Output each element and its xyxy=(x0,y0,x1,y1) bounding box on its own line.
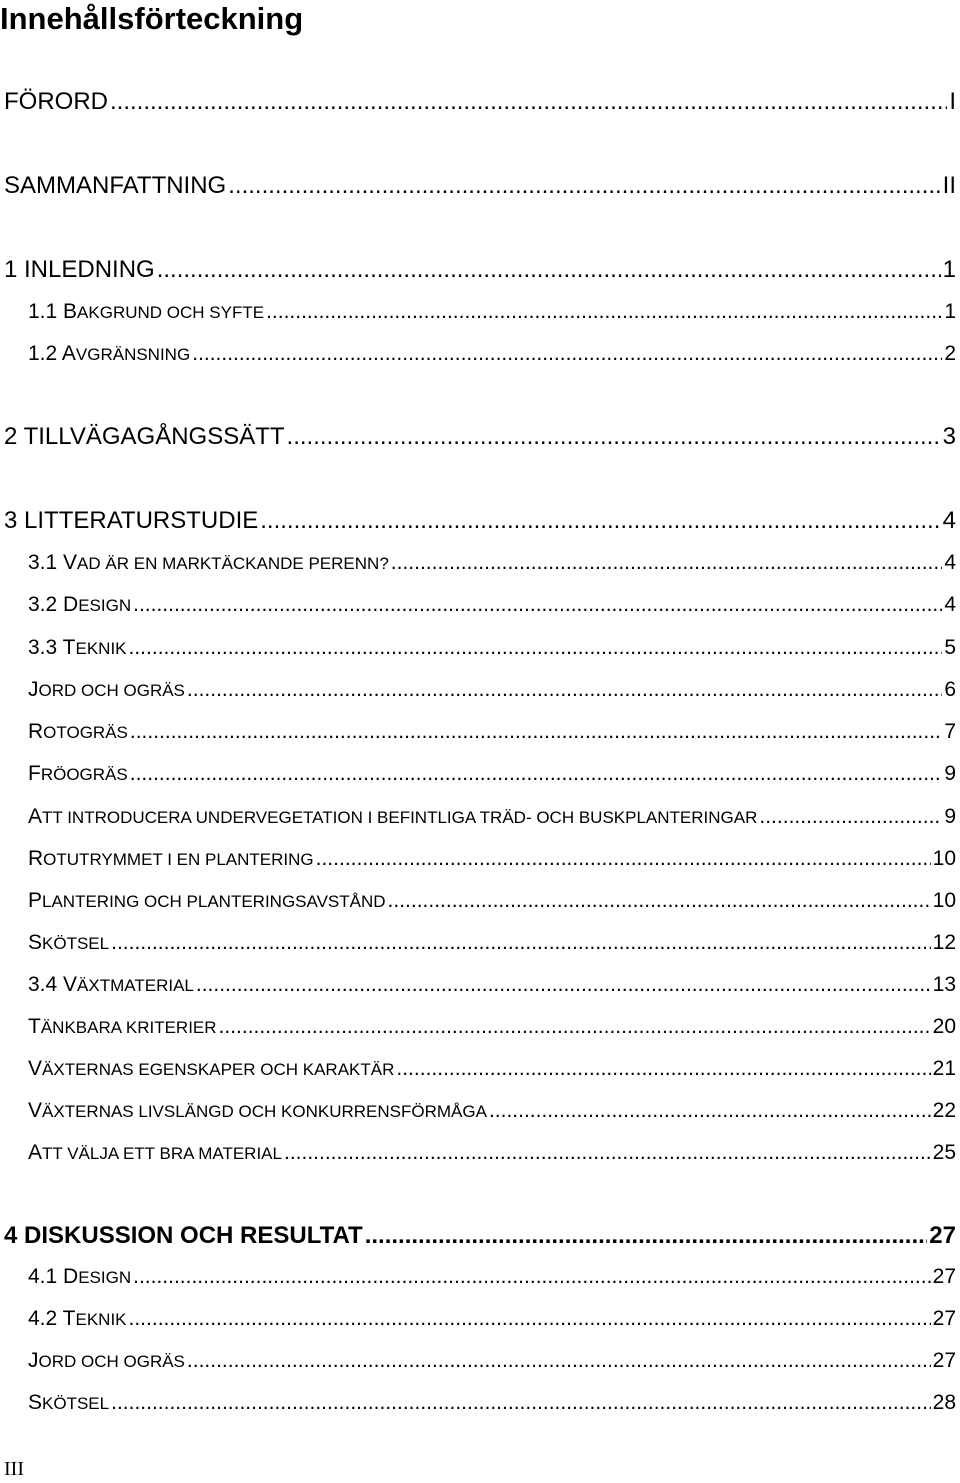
toc-dot-leader xyxy=(133,593,942,617)
toc-entry[interactable] xyxy=(4,172,956,202)
toc-entry-title-initial: R xyxy=(28,720,44,743)
toc-dot-leader xyxy=(157,256,941,284)
toc-entry[interactable] xyxy=(28,636,956,662)
toc-entry-title-rest: RÖOGRÄS xyxy=(40,765,128,784)
toc-entry-title xyxy=(28,847,314,871)
toc-entry-title-initial: J xyxy=(28,678,39,701)
toc-dot-leader xyxy=(266,300,942,324)
toc-entry-title xyxy=(28,342,190,366)
toc-entry-title-rest: ÄXTERNAS LIVSLÄNGD OCH KONKURRENSFÖRMÅGA xyxy=(42,1102,487,1121)
toc-dot-leader xyxy=(110,88,947,116)
toc-dot-leader xyxy=(111,931,931,955)
toc-entry-title-rest: AD ÄR EN MARKTÄCKANDE PERENN? xyxy=(77,554,389,573)
toc-entry-title-initial: SAMMANFATTNING xyxy=(4,172,227,199)
toc-entry-title-initial: A xyxy=(28,805,43,828)
toc-entry-title xyxy=(28,1141,282,1165)
toc-entry[interactable] xyxy=(28,593,956,619)
toc-dot-leader xyxy=(284,1141,931,1165)
toc-entry-title-initial: R xyxy=(28,847,44,870)
toc-entry-title xyxy=(4,1222,363,1250)
toc-entry-title xyxy=(28,678,185,702)
toc-entry[interactable] xyxy=(28,889,956,915)
toc-entry[interactable] xyxy=(28,973,956,999)
page-title: Innehållsförteckning xyxy=(0,1,304,36)
toc-entry-title xyxy=(4,172,226,200)
toc-dot-leader xyxy=(388,889,931,913)
toc-entry-page-number: 1 xyxy=(942,256,956,283)
toc-entry-title xyxy=(28,1099,487,1123)
toc-entry-title-initial: F xyxy=(28,762,41,785)
toc-entry-title xyxy=(4,88,108,116)
toc-entry-title-initial: V xyxy=(28,1099,43,1122)
toc-entry-title-initial: J xyxy=(28,1349,39,1372)
toc-entry[interactable] xyxy=(4,88,956,118)
toc-entry-title-initial: T xyxy=(62,636,76,659)
toc-entry-title-rest: ÄXTMATERIAL xyxy=(77,976,194,995)
toc-dot-leader xyxy=(129,636,943,660)
toc-entry-title-rest: ESIGN xyxy=(78,1268,132,1287)
toc-entry-page-number: II xyxy=(942,172,956,199)
toc-entry-page-number: 13 xyxy=(932,973,956,996)
toc-entry-title xyxy=(28,762,128,786)
toc-entry-title-initial: A xyxy=(28,1141,43,1164)
toc-entry-title-rest: EKNIK xyxy=(75,1310,127,1329)
toc-entry-page-number: 10 xyxy=(932,889,956,912)
toc-entry-title-initial: TILLVÄGAGÅNGSSÄTT xyxy=(23,423,285,450)
toc-dot-leader xyxy=(196,973,931,997)
toc-entry-number: 1.2 xyxy=(28,342,62,365)
toc-entry-page-number: 22 xyxy=(932,1099,956,1122)
toc-entry-title-initial: LITTERATURSTUDIE xyxy=(24,507,259,534)
toc-entry-title-initial: V xyxy=(28,1057,43,1080)
toc-entry[interactable] xyxy=(4,423,956,453)
toc-dot-leader xyxy=(133,1265,931,1289)
toc-entry[interactable] xyxy=(28,720,956,746)
toc-entry-title xyxy=(28,889,386,913)
toc-dot-leader xyxy=(130,762,943,786)
toc-entry-page-number: 21 xyxy=(932,1057,956,1080)
toc-entry-page-number: 20 xyxy=(932,1015,956,1038)
toc-entry[interactable] xyxy=(28,847,956,873)
toc-entry-page-number: 3 xyxy=(942,423,956,450)
toc-entry-title-rest: TT INTRODUCERA UNDERVEGETATION I BEFINTLIGA TRÄD- OCH BUSKPLANTERINGAR xyxy=(42,808,758,827)
toc-entry[interactable] xyxy=(28,1349,956,1375)
toc-entry-title-initial: V xyxy=(63,551,78,574)
toc-entry-title xyxy=(4,507,258,535)
toc-entry-title xyxy=(28,1015,217,1039)
toc-entry-page-number: 27 xyxy=(932,1307,956,1330)
toc-entry-title xyxy=(28,1391,109,1415)
toc-entry-title-initial: A xyxy=(61,342,76,365)
toc-entry-number: 3.1 xyxy=(28,551,64,574)
toc-dot-leader xyxy=(260,507,940,535)
toc-entry-title xyxy=(28,636,127,660)
toc-entry-title xyxy=(28,805,757,829)
toc-entry-title-rest: ESIGN xyxy=(78,596,132,615)
toc-entry-number: 1 xyxy=(4,256,25,283)
toc-entry-title xyxy=(28,931,109,955)
toc-entry-title-rest: LANTERING OCH PLANTERINGSAVSTÅND xyxy=(42,892,386,911)
toc-entry-page-number: 12 xyxy=(932,931,956,954)
toc-entry[interactable] xyxy=(28,762,956,788)
toc-entry-title xyxy=(28,593,131,617)
toc-entry-number: 4.2 xyxy=(28,1307,63,1330)
toc-entry-title xyxy=(28,551,389,575)
toc-entry-title xyxy=(28,720,128,744)
toc-entry[interactable] xyxy=(28,1391,956,1417)
toc-entry-page-number: 28 xyxy=(932,1391,956,1414)
toc-entry-title-rest: ÄNKBARA KRITERIER xyxy=(40,1018,217,1037)
toc-dot-leader xyxy=(365,1222,928,1250)
toc-entry-number: 4.1 xyxy=(28,1265,64,1288)
toc-entry-title-initial: V xyxy=(63,973,78,996)
toc-entry[interactable] xyxy=(28,1265,956,1291)
toc-entry-title-rest: ORD OCH OGRÄS xyxy=(38,1352,185,1371)
toc-entry[interactable] xyxy=(28,1307,956,1333)
toc-entry-title-rest: KÖTSEL xyxy=(42,1394,110,1413)
toc-entry-title-initial: DISKUSSION OCH RESULTAT xyxy=(24,1222,363,1249)
toc-dot-leader xyxy=(228,172,940,200)
toc-entry[interactable] xyxy=(28,551,956,577)
toc-entry-page-number: 9 xyxy=(944,762,956,785)
toc-dot-leader xyxy=(187,1349,931,1373)
toc-entry-title xyxy=(28,1349,185,1373)
toc-dot-leader xyxy=(219,1015,931,1039)
toc-entry-page-number: 4 xyxy=(942,507,956,534)
toc-entry-title-initial: D xyxy=(63,593,79,616)
toc-entry[interactable] xyxy=(28,300,956,326)
toc-entry-page-number: 27 xyxy=(932,1265,956,1288)
toc-entry-title-rest: ORD OCH OGRÄS xyxy=(38,681,185,700)
toc-entry[interactable] xyxy=(4,507,956,537)
toc-entry[interactable] xyxy=(28,678,956,704)
toc-entry-title-initial: B xyxy=(63,300,78,323)
toc-entry-title-initial: P xyxy=(28,889,43,912)
toc-entry-page-number: I xyxy=(949,88,956,115)
toc-dot-leader xyxy=(187,678,942,702)
toc-entry-title xyxy=(4,256,155,284)
toc-dot-leader xyxy=(192,342,942,366)
toc-entry-page-number: 4 xyxy=(944,551,956,574)
toc-entry-title xyxy=(28,1265,131,1289)
toc-entry-page-number: 6 xyxy=(944,678,956,701)
toc-entry-number: 3 xyxy=(4,507,25,534)
toc-entry-title-rest: OTUTRYMMET I EN PLANTERING xyxy=(43,850,314,869)
toc-entry[interactable] xyxy=(28,1015,956,1041)
toc-dot-leader xyxy=(396,1057,930,1081)
toc-entry-page-number: 27 xyxy=(932,1349,956,1372)
toc-entry[interactable] xyxy=(28,1057,956,1083)
toc-entry-title-initial: T xyxy=(62,1307,76,1330)
toc-dot-leader xyxy=(391,551,943,575)
toc-entry-page-number: 1 xyxy=(944,300,956,323)
toc-entry[interactable] xyxy=(28,805,956,831)
toc-entry-title-initial: INLEDNING xyxy=(24,256,155,283)
toc-entry-title xyxy=(4,423,285,451)
toc-entry[interactable] xyxy=(28,1141,956,1167)
toc-entry-title-rest: EKNIK xyxy=(75,639,127,658)
toc-dot-leader xyxy=(489,1099,931,1123)
toc-entry-title xyxy=(28,1057,394,1081)
toc-entry-page-number: 5 xyxy=(944,636,956,659)
toc-dot-leader xyxy=(111,1391,931,1415)
toc-entry-title-rest: ÄXTERNAS EGENSKAPER OCH KARAKTÄR xyxy=(42,1060,395,1079)
toc-entry-page-number: 4 xyxy=(944,593,956,616)
toc-entry-title-rest: AKGRUND OCH SYFTE xyxy=(77,303,265,322)
toc-entry[interactable] xyxy=(4,1222,956,1252)
toc-entry-number: 4 xyxy=(4,1222,25,1249)
toc-entry-page-number: 27 xyxy=(929,1222,956,1249)
toc-entry-title-rest: TT VÄLJA ETT BRA MATERIAL xyxy=(42,1144,282,1163)
toc-entry-page-number: 9 xyxy=(944,805,956,828)
toc-dot-leader xyxy=(130,720,942,744)
toc-entry-page-number: 10 xyxy=(932,847,956,870)
toc-entry-title-initial: D xyxy=(63,1265,79,1288)
toc-entry-title-rest: KÖTSEL xyxy=(42,934,110,953)
toc-entry-title-initial: S xyxy=(28,931,43,954)
toc-entry-page-number: 2 xyxy=(944,342,956,365)
toc-entry-number: 3.2 xyxy=(28,593,64,616)
toc-entry-number: 3.4 xyxy=(28,973,64,996)
toc-entry-title-initial: FÖRORD xyxy=(4,88,108,115)
toc-entry[interactable] xyxy=(28,342,956,368)
footer-page-number: III xyxy=(4,1458,24,1480)
toc-entry-page-number: 25 xyxy=(932,1141,956,1164)
toc-dot-leader xyxy=(759,805,942,829)
toc-entry-title-rest: VGRÄNSNING xyxy=(75,345,191,364)
toc-entry-number: 3.3 xyxy=(28,636,63,659)
toc-entry-title-rest: OTOGRÄS xyxy=(43,723,128,742)
toc-entry-title xyxy=(28,1307,127,1331)
toc-entry-title xyxy=(28,300,264,324)
toc-entry-title xyxy=(28,973,194,997)
toc-entry-title-initial: S xyxy=(28,1391,43,1414)
toc-entry[interactable] xyxy=(4,256,956,286)
toc-entry[interactable] xyxy=(28,1099,956,1125)
toc-entry-title-initial: T xyxy=(28,1015,41,1038)
toc-dot-leader xyxy=(316,847,931,871)
toc-entry[interactable] xyxy=(28,931,956,957)
toc-entry-page-number: 7 xyxy=(944,720,956,743)
toc-entry-number: 2 xyxy=(4,423,24,450)
toc-dot-leader xyxy=(287,423,941,451)
toc-dot-leader xyxy=(129,1307,931,1331)
toc-entry-number: 1.1 xyxy=(28,300,64,323)
